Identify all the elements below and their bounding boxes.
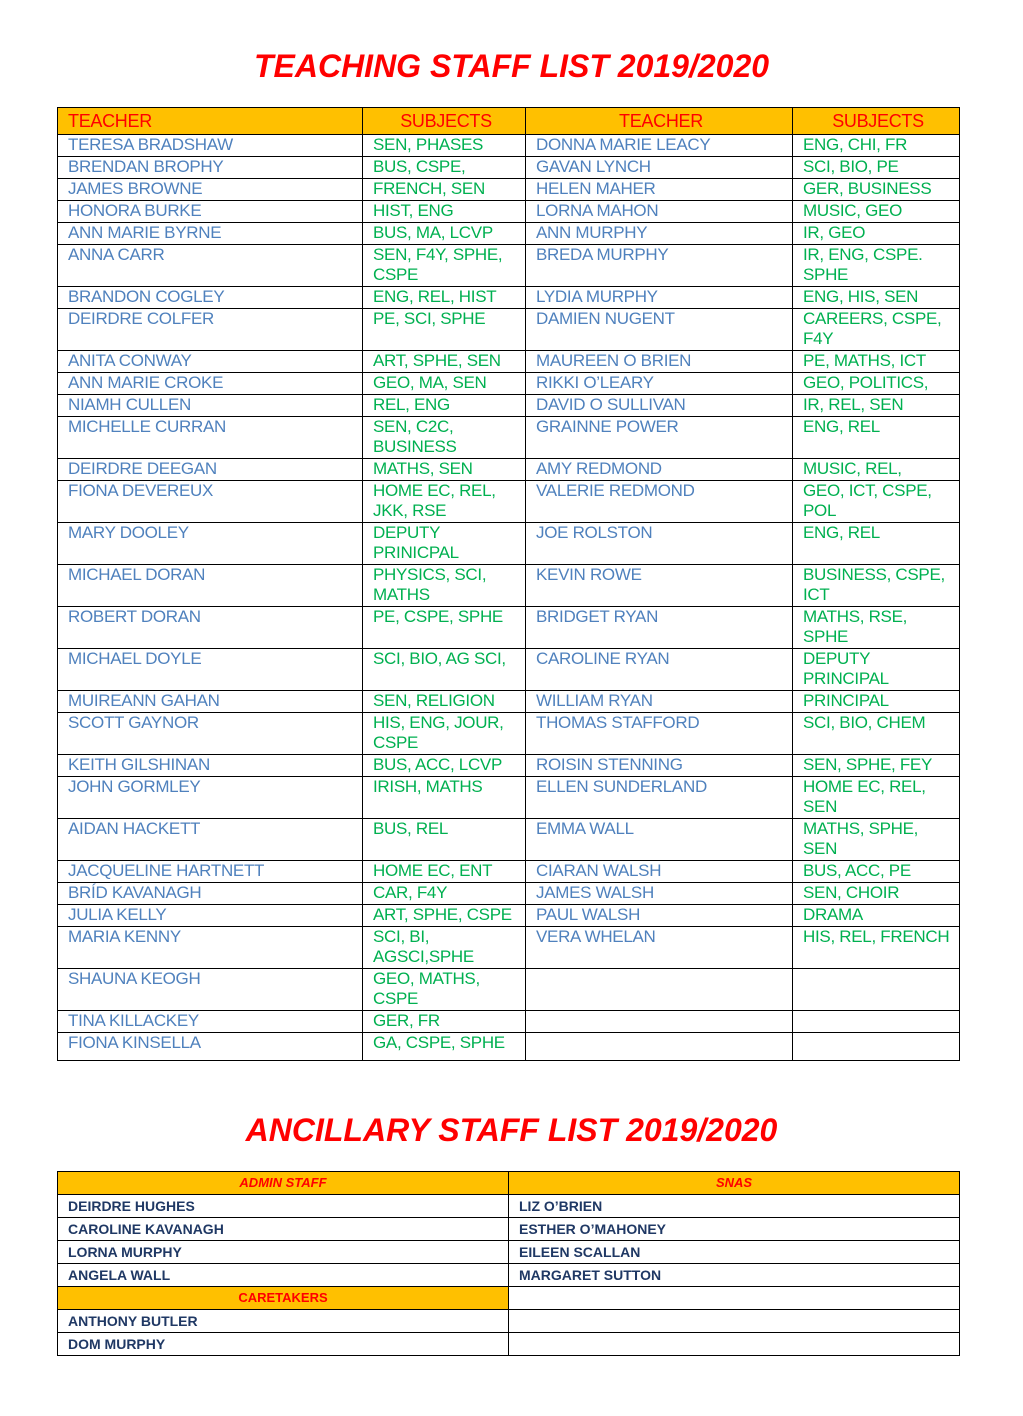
teacher-subjects: MATHS, RSE, SPHE	[793, 607, 960, 649]
teacher-subjects: SCI, BI, AGSCI,SPHE	[363, 927, 526, 969]
teacher-subjects: BUS, ACC, LCVP	[363, 755, 526, 777]
teaching-staff-table	[57, 107, 960, 1061]
table-row	[58, 691, 960, 713]
header-subjects: SUBJECTS	[363, 108, 526, 135]
teacher-subjects: DEPUTY PRINICPAL	[363, 523, 526, 565]
teacher-name: GRAINNE POWER	[526, 417, 793, 459]
teacher-subjects: MATHS, SEN	[363, 459, 526, 481]
teacher-name: HONORA BURKE	[58, 201, 363, 223]
teacher-name: ANN MARIE BYRNE	[58, 223, 363, 245]
teacher-subjects: GEO, MATHS, CSPE	[363, 969, 526, 1011]
teacher-subjects: SEN, C2C, BUSINESS	[363, 417, 526, 459]
teacher-subjects: CAR, F4Y	[363, 883, 526, 905]
teacher-subjects: BUS, ACC, PE	[793, 861, 960, 883]
teacher-subjects	[793, 1033, 960, 1061]
teacher-name: HELEN MAHER	[526, 179, 793, 201]
teacher-name: BREDA MURPHY	[526, 245, 793, 287]
header-admin-staff: ADMIN STAFF	[58, 1172, 509, 1195]
teacher-name: PAUL WALSH	[526, 905, 793, 927]
teacher-subjects: BUS, MA, LCVP	[363, 223, 526, 245]
teaching-staff-title: TEACHING STAFF LIST 2019/2020	[253, 48, 770, 84]
teacher-name: WILLIAM RYAN	[526, 691, 793, 713]
admin-staff-name: CAROLINE KAVANAGH	[58, 1218, 509, 1241]
teacher-name: EMMA WALL	[526, 819, 793, 861]
teacher-subjects: GEO, POLITICS,	[793, 373, 960, 395]
teacher-subjects: SCI, BIO, CHEM	[793, 713, 960, 755]
teacher-subjects: GEO, MA, SEN	[363, 373, 526, 395]
table-row	[58, 883, 960, 905]
admin-staff-name: ANGELA WALL	[58, 1264, 509, 1287]
table-row	[58, 1011, 960, 1033]
header-caretakers: CARETAKERS	[58, 1287, 509, 1310]
teacher-subjects: IRISH, MATHS	[363, 777, 526, 819]
teacher-name: MICHELLE CURRAN	[58, 417, 363, 459]
table-row	[58, 287, 960, 309]
header-teacher: TEACHER	[58, 108, 363, 135]
table-row	[58, 607, 960, 649]
teacher-name: BRÍD KAVANAGH	[58, 883, 363, 905]
teacher-name: LORNA MAHON	[526, 201, 793, 223]
teacher-subjects: IR, GEO	[793, 223, 960, 245]
table-row	[58, 565, 960, 607]
teacher-name: DEIRDRE DEEGAN	[58, 459, 363, 481]
teacher-name: JAMES WALSH	[526, 883, 793, 905]
teacher-name: DEIRDRE COLFER	[58, 309, 363, 351]
ancillary-header-row	[58, 1172, 960, 1195]
table-row	[58, 713, 960, 755]
caretaker-name: DOM MURPHY	[58, 1333, 509, 1356]
teacher-name: DAMIEN NUGENT	[526, 309, 793, 351]
table-row	[58, 417, 960, 459]
teacher-subjects: ENG, REL	[793, 523, 960, 565]
teacher-subjects: ART, SPHE, SEN	[363, 351, 526, 373]
teacher-subjects: BUS, REL	[363, 819, 526, 861]
table-row	[58, 395, 960, 417]
table-row	[58, 1310, 960, 1333]
teacher-name: MICHAEL DOYLE	[58, 649, 363, 691]
teacher-name: NIAMH CULLEN	[58, 395, 363, 417]
teacher-subjects: GER, FR	[363, 1011, 526, 1033]
header-snas: SNAS	[509, 1172, 960, 1195]
table-row	[58, 1241, 960, 1264]
teacher-name: DAVID O SULLIVAN	[526, 395, 793, 417]
table-row	[58, 927, 960, 969]
teacher-subjects: SCI, BIO, AG SCI,	[363, 649, 526, 691]
teacher-name: ROISIN STENNING	[526, 755, 793, 777]
teacher-subjects: GER, BUSINESS	[793, 179, 960, 201]
table-row	[58, 245, 960, 287]
teacher-name: ROBERT DORAN	[58, 607, 363, 649]
teacher-name: RIKKI O’LEARY	[526, 373, 793, 395]
teacher-subjects: DRAMA	[793, 905, 960, 927]
teacher-subjects: MATHS, SPHE, SEN	[793, 819, 960, 861]
teacher-name: JOE ROLSTON	[526, 523, 793, 565]
teacher-name: ANNA CARR	[58, 245, 363, 287]
teacher-subjects: MUSIC, REL,	[793, 459, 960, 481]
caretaker-name: ANTHONY BUTLER	[58, 1310, 509, 1333]
teacher-subjects: SEN, RELIGION	[363, 691, 526, 713]
teacher-name: FIONA KINSELLA	[58, 1033, 363, 1061]
table-row	[58, 1195, 960, 1218]
admin-staff-name: LORNA MURPHY	[58, 1241, 509, 1264]
teacher-subjects: ART, SPHE, CSPE	[363, 905, 526, 927]
teacher-name: MAUREEN O BRIEN	[526, 351, 793, 373]
table-row	[58, 523, 960, 565]
teacher-name: MARIA KENNY	[58, 927, 363, 969]
teacher-name: LYDIA MURPHY	[526, 287, 793, 309]
teacher-name	[526, 969, 793, 1011]
empty-cell	[509, 1287, 960, 1310]
teacher-subjects: HOME EC, REL, JKK, RSE	[363, 481, 526, 523]
table-row	[58, 969, 960, 1011]
sna-name: LIZ O’BRIEN	[509, 1195, 960, 1218]
sna-name: MARGARET SUTTON	[509, 1264, 960, 1287]
teacher-subjects: ENG, REL	[793, 417, 960, 459]
empty-cell	[509, 1310, 960, 1333]
teacher-name: AIDAN HACKETT	[58, 819, 363, 861]
teacher-name: GAVAN LYNCH	[526, 157, 793, 179]
teacher-name: TERESA BRADSHAW	[58, 135, 363, 157]
teacher-subjects: BUS, CSPE,	[363, 157, 526, 179]
table-row	[58, 1333, 960, 1356]
teacher-subjects: SEN, PHASES	[363, 135, 526, 157]
teacher-name: BRIDGET RYAN	[526, 607, 793, 649]
teacher-subjects	[793, 969, 960, 1011]
teacher-subjects: HIS, ENG, JOUR, CSPE	[363, 713, 526, 755]
teacher-name: ANITA CONWAY	[58, 351, 363, 373]
teaching-header-row	[58, 108, 960, 135]
teacher-name: CAROLINE RYAN	[526, 649, 793, 691]
table-row	[58, 649, 960, 691]
teacher-name: BRENDAN BROPHY	[58, 157, 363, 179]
teacher-name: AMY REDMOND	[526, 459, 793, 481]
table-row	[58, 459, 960, 481]
teacher-subjects: SCI, BIO, PE	[793, 157, 960, 179]
header-teacher: TEACHER	[526, 108, 793, 135]
teacher-name	[526, 1011, 793, 1033]
table-row	[58, 157, 960, 179]
teacher-subjects: SEN, CHOIR	[793, 883, 960, 905]
teacher-subjects: GEO, ICT, CSPE, POL	[793, 481, 960, 523]
table-row	[58, 819, 960, 861]
teacher-name: JAMES BROWNE	[58, 179, 363, 201]
teacher-name: MUIREANN GAHAN	[58, 691, 363, 713]
table-row	[58, 135, 960, 157]
table-row	[58, 861, 960, 883]
teacher-subjects: ENG, HIS, SEN	[793, 287, 960, 309]
teacher-name	[526, 1033, 793, 1061]
table-row	[58, 905, 960, 927]
teacher-subjects: BUSINESS, CSPE, ICT	[793, 565, 960, 607]
admin-staff-name: DEIRDRE HUGHES	[58, 1195, 509, 1218]
teacher-name: BRANDON COGLEY	[58, 287, 363, 309]
teacher-name: CIARAN WALSH	[526, 861, 793, 883]
ancillary-staff-title: ANCILLARY STAFF LIST 2019/2020	[245, 1112, 778, 1148]
table-row	[58, 201, 960, 223]
teacher-name: DONNA MARIE LEACY	[526, 135, 793, 157]
teacher-subjects: PE, CSPE, SPHE	[363, 607, 526, 649]
teacher-name: SCOTT GAYNOR	[58, 713, 363, 755]
teacher-subjects: DEPUTY PRINCIPAL	[793, 649, 960, 691]
header-subjects: SUBJECTS	[793, 108, 960, 135]
teacher-name: VERA WHELAN	[526, 927, 793, 969]
teacher-subjects: PRINCIPAL	[793, 691, 960, 713]
table-row	[58, 1264, 960, 1287]
table-row	[58, 223, 960, 245]
teacher-subjects: HOME EC, ENT	[363, 861, 526, 883]
teacher-subjects: SEN, SPHE, FEY	[793, 755, 960, 777]
table-row	[58, 1033, 960, 1061]
caretakers-header-row	[58, 1287, 960, 1310]
teacher-subjects: FRENCH, SEN	[363, 179, 526, 201]
teacher-name: ANN MARIE CROKE	[58, 373, 363, 395]
teacher-name: MICHAEL DORAN	[58, 565, 363, 607]
teacher-name: JULIA KELLY	[58, 905, 363, 927]
teacher-subjects: ENG, CHI, FR	[793, 135, 960, 157]
teacher-name: MARY DOOLEY	[58, 523, 363, 565]
table-row	[58, 777, 960, 819]
teacher-subjects: HIS, REL, FRENCH	[793, 927, 960, 969]
table-row	[58, 179, 960, 201]
teacher-subjects: GA, CSPE, SPHE	[363, 1033, 526, 1061]
ancillary-staff-table	[57, 1171, 960, 1356]
teacher-name: JOHN GORMLEY	[58, 777, 363, 819]
teacher-name: KEVIN ROWE	[526, 565, 793, 607]
teacher-subjects: REL, ENG	[363, 395, 526, 417]
table-row	[58, 309, 960, 351]
teacher-name: TINA KILLACKEY	[58, 1011, 363, 1033]
teacher-name: SHAUNA KEOGH	[58, 969, 363, 1011]
teacher-name: THOMAS STAFFORD	[526, 713, 793, 755]
teacher-subjects: PE, SCI, SPHE	[363, 309, 526, 351]
teacher-subjects: SEN, F4Y, SPHE, CSPE	[363, 245, 526, 287]
teacher-subjects	[793, 1011, 960, 1033]
teacher-name: FIONA DEVEREUX	[58, 481, 363, 523]
teacher-subjects: HOME EC, REL, SEN	[793, 777, 960, 819]
teacher-name: KEITH GILSHINAN	[58, 755, 363, 777]
teacher-subjects: IR, REL, SEN	[793, 395, 960, 417]
table-row	[58, 1218, 960, 1241]
teacher-name: ELLEN SUNDERLAND	[526, 777, 793, 819]
teacher-subjects: ENG, REL, HIST	[363, 287, 526, 309]
teacher-name: ANN MURPHY	[526, 223, 793, 245]
teacher-subjects: MUSIC, GEO	[793, 201, 960, 223]
teacher-subjects: IR, ENG, CSPE. SPHE	[793, 245, 960, 287]
teacher-subjects: PE, MATHS, ICT	[793, 351, 960, 373]
teacher-subjects: CAREERS, CSPE, F4Y	[793, 309, 960, 351]
teacher-name: VALERIE REDMOND	[526, 481, 793, 523]
empty-cell	[509, 1333, 960, 1356]
sna-name: ESTHER O’MAHONEY	[509, 1218, 960, 1241]
teacher-subjects: HIST, ENG	[363, 201, 526, 223]
table-row	[58, 755, 960, 777]
teacher-name: JACQUELINE HARTNETT	[58, 861, 363, 883]
table-row	[58, 373, 960, 395]
table-row	[58, 351, 960, 373]
table-row	[58, 481, 960, 523]
teacher-subjects: PHYSICS, SCI, MATHS	[363, 565, 526, 607]
sna-name: EILEEN SCALLAN	[509, 1241, 960, 1264]
